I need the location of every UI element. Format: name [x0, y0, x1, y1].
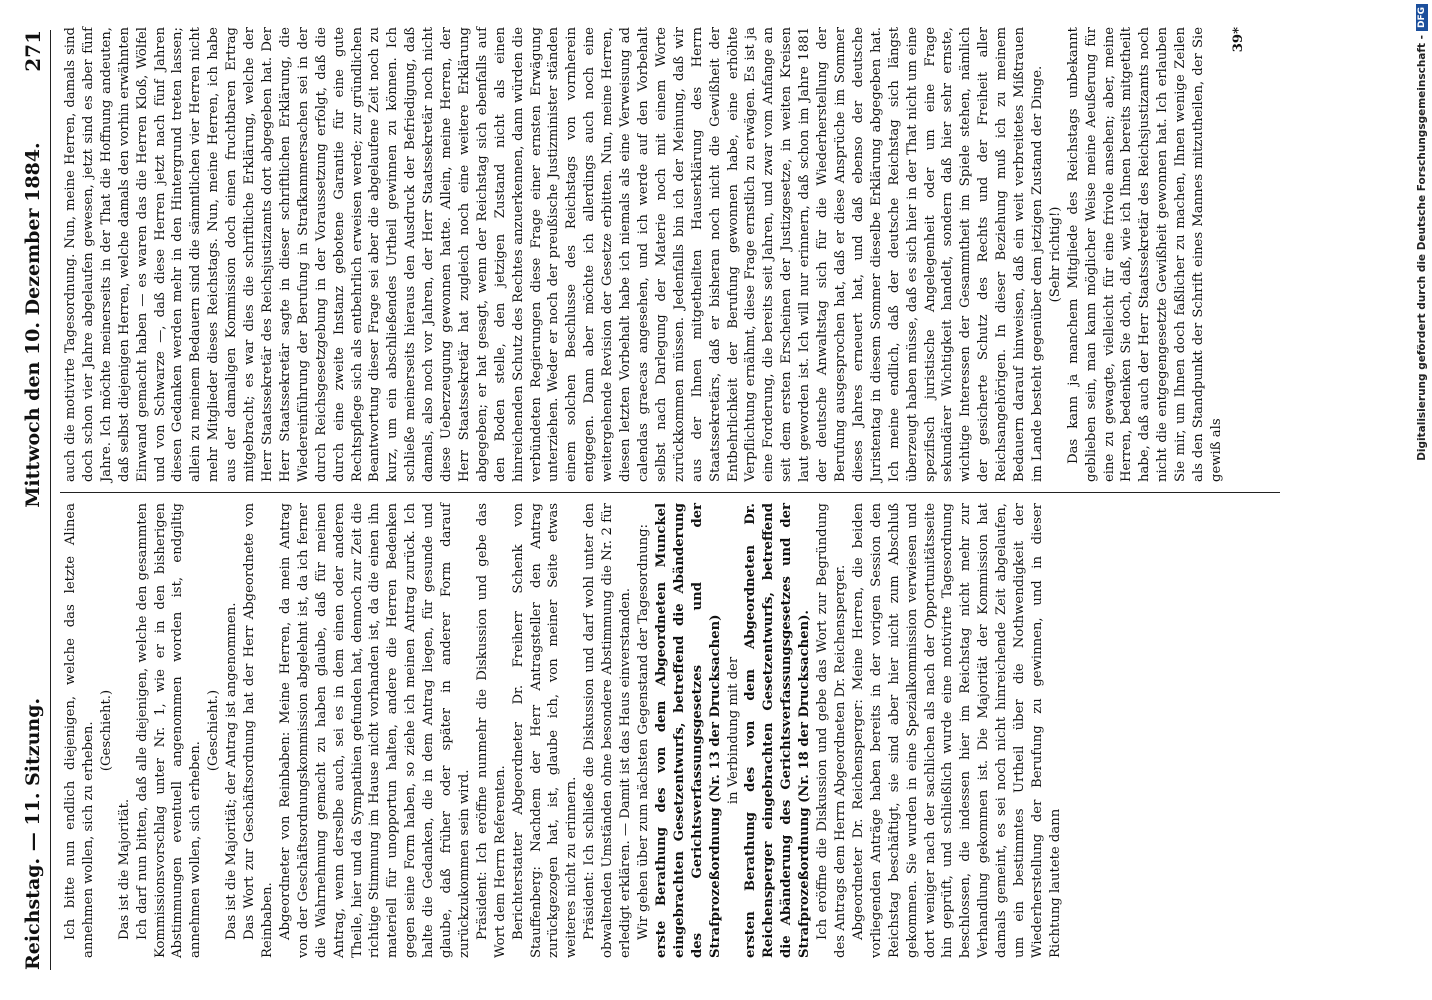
column-divider [60, 492, 1280, 493]
paragraph: Präsident: Ich schließe die Diskussion und darf wohl unter den obwaltenden Umständen ohne besondere Abstimmung die Nr. 2 für erledigt erklären. — Damit ist das Haus einverstanden. [582, 503, 634, 958]
paragraph: Das ist die Majorität; der Antrag ist angenommen. [224, 602, 240, 940]
stage-direction: (Geschieht.) [206, 689, 222, 772]
paragraph: Das Wort zur Geschäftsordnung hat der Herr Abgeordnete von Reinbaben. [242, 503, 275, 958]
paragraph: Abgeordneter Dr. Reichensperger: Meine Herren, die beiden vorliegenden Anträge haben bereits in der vorigen Session den Reichstag beschäftigt, sie sind aber hier nicht zum Abschluß gekommen. Sie wurden in eine Spezialkommission verwiesen und dort weniger nach der sachlichen als nach der Opportunitätsseite hin geprüft, und schließlich wurde eine motivirte Tagesordnung beschlossen, die indessen hier im Reichstag nicht mehr zur Verhandlung gekommen ist. Die Majorität der Kommission hat damals gemeint, es sei noch nicht hinreichende Zeit abgelaufen, um ein bestimmtes Urtheil über die Nothwendigkeit der Wiederherstellung der Berufung zu gewinnen, und in dieser Richtung lautete dann [850, 503, 1063, 958]
paragraph: Abgeordneter von Reinbaben: Meine Herren, da mein Antrag von der Geschäftsordnungskommission abgelehnt ist, da ich ferner die Wahrnehmung gemacht zu haben glaube, daß für meinen Antrag, wenn derselbe auch, sei es in dem einen oder anderen Theile, hier und da Sympathien gefunden hat, dennoch zur Zeit die richtige Stimmung im Hause nicht vorhanden ist, da die einen ihn materiell für unopportun halten, andere die Herren Bedenken gegen seine Form haben, so ziehe ich meinen Antrag zurück. Ich halte die Gedanken, die in dem Antrag liegen, für gesunde und glaube, daß früher oder später in anderer Form darauf zurückzukommen sein wird. [277, 503, 472, 958]
paragraph: Das kann ja manchem Mitgliede des Reichstags unbekannt geblieben sein, man kann möglicher Weise meine Aeußerung für eine zu gewagte, vielleicht für eine frivole ansehen; aber, meine Herren, bedenken Sie doch, daß, wie ich Ihnen bereits mitgetheilt habe, daß auch der Herr Staatssekretär des Reichsjustizamts noch nicht die entgegengesetzte Gewißheit gewonnen hat. Ich erlauben Sie mir, um Ihnen doch faßlicher zu machen, Ihnen wenige Zeilen als den Standpunkt der Schrift eines Mannes mitzutheilen, der Sie gewiß als [1065, 27, 1224, 482]
right-text-column [62, 27, 1248, 482]
signature-mark: 39* [1230, 27, 1246, 53]
connector-line: in Verbindung mit der [725, 656, 741, 805]
agenda-item-title: ersten Berathung des von dem Abgeordneten Dr. Reichensperger eingebrachten Gesetzentwurfs, betreffend die Abänderung des Gerichtsverfassungsgesetzes und der Strafprozeßordnung (Nr. 18 der Drucksachen). [743, 503, 813, 958]
paragraph: Ich darf nun bitten, daß alle diejenigen, welche den gesammten Kommissionsvorschlag unter Nr. 1, wie er in den bisherigen Abstimmungen eventuell angenommen worden ist, endgiltig annehmen wollen, sich erheben. [134, 503, 204, 958]
agenda-item-title: erste Berathung des von dem Abgeordneten Munckel eingebrachten Gesetzentwurfs, betreffend die Abänderung des Gerichtsverfassungsgesetzes und der Strafprozeßordnung (Nr. 13 der Drucksachen) [653, 503, 723, 958]
page-header [16, 30, 51, 970]
stage-direction: (Sehr richtig!) [1047, 206, 1063, 303]
paragraph: auch die motivirte Tagesordnung. Nun, meine Herren, damals sind doch schon vier Jahre abgelaufen gewesen, jetzt sind es aber fünf Jahre. Ich möchte meinerseits in der That die Hoffnung andeuten, daß selbst diejenigen Herren, welche damals den vorhin erwähnten Einwand gemacht haben — es waren das die Herren Kloß, Wölfel und von Schwarze —, daß diese Herren jetzt nach fünf Jahren diesen Gedanken werden mehr in den Hintergrund treten lassen; allein zu meinem Bedauern sind die sämmtlichen vier Herren nicht mehr Mitglieder dieses Reichstags. Nun, meine Herren, ich habe aus der damaligen Kommission doch einen fruchtbaren Ertrag mitgebracht; es war dies die schriftliche Erklärung, welche der Herr Staatssekretär des Reichsjustizamts dort abgegeben hat. Der Herr Staatssekretär sagte in dieser schriftlichen Erklärung, die Wiedereinführung der Berufung in Strafkammersachen sei in der durch Reichsgesetzgebung in der Voraussetzung erfolgt, daß die durch eine zweite Instanz gebotene Garantie für eine gute Rechtspflege sich als entbehrlich erweisen werde; zur gründlichen Beantwortung dieser Frage sei aber die abgelaufene Zeit noch zu kurz, um ein abschließendes Urtheil gewinnen zu können. Ich schließe meinerseits hieraus den Ausdruck der Befriedigung, daß damals, also noch vor Jahren, der Herr Staatssekretär noch nicht diese Ueberzeugung gewonnen hatte. Allein, meine Herren, der Herr Staatssekretär hat zugleich noch eine weitere Erklärung abgegeben; er hat gesagt, wenn der Reichstag sich ebenfalls auf den Boden stelle, den jetzigen Zustand nicht als einen hinreichenden Schutz des Rechtes anzuerkennen, dann würden die verbündeten Regierungen diese Frage einer ernsten Erwägung unterziehen. Weder er noch der preußische Justizminister ständen einem solchen Beschlusse des Reichstags von vornherein entgegen. Dann aber möchte ich allerdings auch noch eine weitergehende Revision der Gesetze erbitten. Nun, meine Herren, diesen letzten Vorbehalt habe ich niemals als eine Verweisung ad calendas graecas angesehen, und ich werde auf den Vorbehalt selbst nach Darlegung der Materie noch mit einem Worte zurückkommen müssen. Jedenfalls bin ich der Meinung, daß wir aus der Ihnen mitgetheilten Hauserklärung des Herrn Staatssekretärs, daß er bisheran noch nicht die Gewißheit der Entbehrlichkeit der Berufung gewonnen habe, eine erhöhte Verpflichtung ernähmt, diese Frage ernstlich zu erwägen. Es ist ja eine Forderung, die bereits seit Jahren, und zwar vom Anfange an seit dem ersten Erscheinen der Justizgesetze, in weiten Kreisen laut geworden ist. Ich will nur erinnern, daß schon im Jahre 1881 der deutsche Anwaltstag sich für die Wiederherstellung der Berufung ausgesprochen hat, daß er diese Ansprüche im Sommer dieses Jahres erneuert hat, und daß ebenso der deutsche Juristentag in diesem Sommer dieselbe Erklärung abgegeben hat. Ich meine endlich, daß der deutsche Reichstag sich längst überzeugt haben müsse, daß es sich hier in der That nicht um eine spezifisch juristische Angelegenheit oder um eine Frage sekundärer Wichtigkeit handelt, sondern daß hier sehr ernste, wichtige Interessen der Gesammtheit im Spiele stehen, nämlich der gesicherte Schutz des Rechts und der Freiheit aller Reichsangehörigen. In dieser Beziehung muß ich zu meinem Bedauern darauf hinweisen, daß ein weit verbreitetes Mißtrauen im Lande besteht gegenüber dem jetzigen Zustand der Dinge. [63, 27, 1045, 482]
paragraph: Präsident: Ich eröffne nunmehr die Diskussion und gebe das Wort dem Herrn Referenten. [474, 503, 508, 958]
paragraph: Berichterstatter Abgeordneter Dr. Freiherr Schenk von Stauffenberg: Nachdem der Herr Antragsteller den Antrag zurückgezogen hat, ist, glaube ich, von meiner Seite etwas weiteres nicht zu erinnern. [510, 503, 580, 958]
page-number: 271 [21, 30, 45, 72]
left-text-column [62, 503, 1065, 958]
credit-text: Digitalisierung gefördert durch die Deutsche Forschungsgemeinschaft - [1416, 35, 1428, 461]
paragraph: Ich eröffne die Diskussion und gebe das Wort zur Begründung des Antrags dem Herrn Abgeordneten Dr. Reichensperger. [815, 503, 848, 958]
paragraph: Das ist die Majorität. [116, 798, 132, 940]
digitization-credit [1412, 0, 1432, 1000]
header-session: Reichstag. — 11. Sitzung. [22, 697, 44, 970]
header-date: Mittwoch den 10. Dezember 1884. [22, 142, 44, 508]
dfg-logo: DFG [1416, 4, 1428, 31]
paragraph: Wir gehen über zum nächsten Gegenstand der Tagesordnung: [636, 523, 651, 940]
stage-direction: (Geschieht.) [98, 689, 114, 772]
paragraph: Ich bitte nun endlich diejenigen, welche das letzte Alinea annehmen wollen, sich zu erheben. [63, 503, 96, 958]
